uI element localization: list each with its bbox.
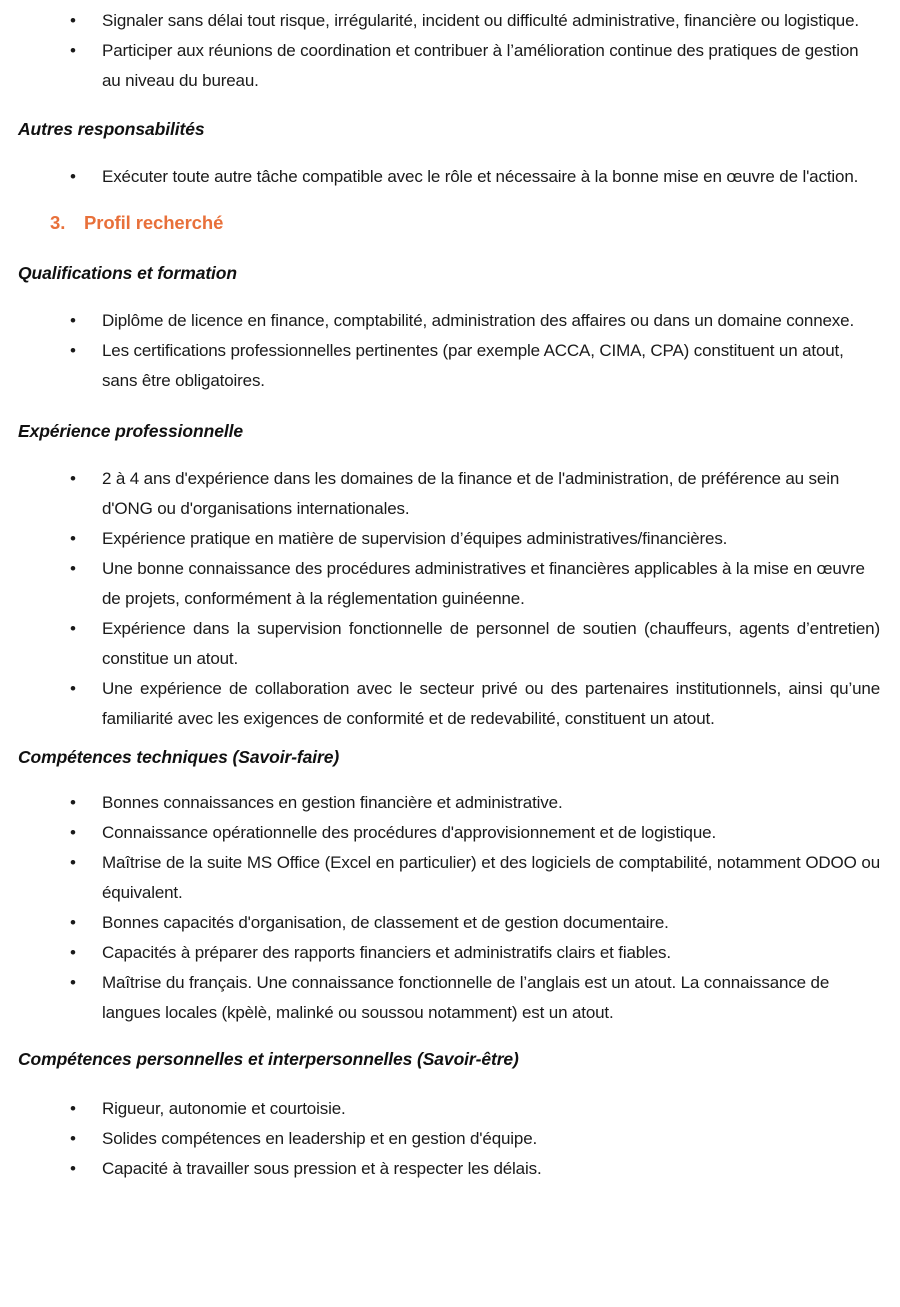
- list-item-text: Maîtrise de la suite MS Office (Excel en particulier) et des logiciels de comptabilité, notamment ODOO ou équivalent.: [102, 853, 880, 902]
- list-item-text: Connaissance opérationnelle des procédures d'approvisionnement et de logistique.: [102, 823, 717, 842]
- competences-techniques-bullet-list: [18, 788, 880, 1028]
- list-item: [18, 1094, 880, 1124]
- sub-heading-experience: Expérience professionnelle: [18, 421, 243, 441]
- bullet-icon: •: [70, 943, 76, 962]
- spacer: [18, 396, 880, 420]
- list-item-text: Rigueur, autonomie et courtoisie.: [102, 1099, 346, 1118]
- bullet-icon: •: [70, 1099, 76, 1118]
- list-item-text: Signaler sans délai tout risque, irrégularité, incident ou difficulté administrative, financière ou logistique.: [102, 11, 859, 30]
- list-item-text: Participer aux réunions de coordination et contribuer à l’amélioration continue des pratiques de gestion au niveau du bureau.: [102, 41, 859, 90]
- list-item-text: Solides compétences en leadership et en gestion d'équipe.: [102, 1129, 538, 1148]
- list-item: [18, 938, 880, 968]
- spacer: [18, 734, 880, 746]
- list-item: [18, 614, 880, 674]
- section-heading-profil-recherche: [18, 210, 880, 236]
- bullet-icon: •: [70, 1159, 76, 1178]
- bullet-icon: •: [70, 1129, 76, 1148]
- spacer: [18, 96, 880, 118]
- list-item: [18, 336, 880, 396]
- list-item-text: Une expérience de collaboration avec le secteur privé ou des partenaires institutionnels, ainsi qu’une familiarité avec les exigences de conformité et de redevabilité, constituent un atout.: [102, 679, 880, 728]
- intro-bullet-list: [18, 6, 880, 96]
- section-title: Profil recherché: [84, 212, 224, 233]
- list-item: [18, 524, 880, 554]
- spacer: [18, 442, 880, 464]
- list-item-text: Capacités à préparer des rapports financiers et administratifs clairs et fiables.: [102, 943, 671, 962]
- bullet-icon: •: [70, 41, 76, 60]
- autres-responsabilites-bullet-list: [18, 162, 880, 192]
- list-item: [18, 848, 880, 908]
- list-item-text: Bonnes connaissances en gestion financière et administrative.: [102, 793, 563, 812]
- sub-heading-competences-personnelles: Compétences personnelles et interpersonnelles (Savoir-être): [18, 1049, 519, 1069]
- experience-bullet-list: [18, 464, 880, 734]
- bullet-icon: •: [70, 341, 76, 360]
- bullet-icon: •: [70, 559, 76, 578]
- bullet-icon: •: [70, 973, 76, 992]
- bullet-icon: •: [70, 853, 76, 872]
- bullet-icon: •: [70, 311, 76, 330]
- bullet-icon: •: [70, 529, 76, 548]
- bullet-icon: •: [70, 823, 76, 842]
- list-item: [18, 968, 880, 1028]
- list-item: [18, 162, 880, 192]
- list-item: [18, 306, 880, 336]
- list-item: [18, 1124, 880, 1154]
- list-item-text: Diplôme de licence en finance, comptabilité, administration des affaires ou dans un domaine connexe.: [102, 311, 855, 330]
- spacer: [18, 1070, 880, 1094]
- spacer: [18, 284, 880, 306]
- list-item-text: 2 à 4 ans d'expérience dans les domaines de la finance et de l'administration, de préférence au sein d'ONG ou d'organisations internationales.: [102, 469, 840, 518]
- list-item-text: Bonnes capacités d'organisation, de classement et de gestion documentaire.: [102, 913, 669, 932]
- list-item-text: Exécuter toute autre tâche compatible avec le rôle et nécessaire à la bonne mise en œuvre de l'action.: [102, 167, 859, 186]
- sub-heading-autres-responsabilites: Autres responsabilités: [18, 119, 205, 139]
- bullet-icon: •: [70, 913, 76, 932]
- bullet-icon: •: [70, 469, 76, 488]
- bullet-icon: •: [70, 619, 76, 638]
- section-number: 3.: [50, 212, 66, 233]
- list-item: [18, 818, 880, 848]
- list-item-text: Expérience pratique en matière de supervision d’équipes administratives/financières.: [102, 529, 728, 548]
- list-item-text: Maîtrise du français. Une connaissance fonctionnelle de l’anglais est un atout. La connaissance de langues locales (kpèlè, malinké ou soussou notamment) est un atout.: [102, 973, 830, 1022]
- bullet-icon: •: [70, 793, 76, 812]
- sub-heading-competences-techniques: Compétences techniques (Savoir-faire): [18, 747, 340, 767]
- bullet-icon: •: [70, 11, 76, 30]
- list-item: [18, 464, 880, 524]
- bullet-icon: •: [70, 167, 76, 186]
- spacer: [18, 768, 880, 788]
- list-item-text: Les certifications professionnelles pertinentes (par exemple ACCA, CIMA, CPA) constituent un atout, sans être obligatoires.: [102, 341, 844, 390]
- spacer: [18, 236, 880, 262]
- list-item: [18, 788, 880, 818]
- list-item: [18, 674, 880, 734]
- list-item-text: Capacité à travailler sous pression et à respecter les délais.: [102, 1159, 542, 1178]
- list-item: [18, 908, 880, 938]
- spacer: [18, 192, 880, 210]
- list-item-text: Expérience dans la supervision fonctionnelle de personnel de soutien (chauffeurs, agents d’entretien) constitue un atout.: [102, 619, 880, 668]
- spacer: [18, 1028, 880, 1048]
- sub-heading-qualifications: Qualifications et formation: [18, 263, 237, 283]
- list-item: [18, 1154, 880, 1184]
- list-item: [18, 36, 880, 96]
- list-item: [18, 554, 880, 614]
- qualifications-bullet-list: [18, 306, 880, 396]
- list-item: [18, 6, 880, 36]
- bullet-icon: •: [70, 679, 76, 698]
- spacer: [18, 140, 880, 162]
- list-item-text: Une bonne connaissance des procédures administratives et financières applicables à la mise en œuvre de projets, conformément à la réglementation guinéenne.: [102, 559, 865, 608]
- competences-personnelles-bullet-list: [18, 1094, 880, 1184]
